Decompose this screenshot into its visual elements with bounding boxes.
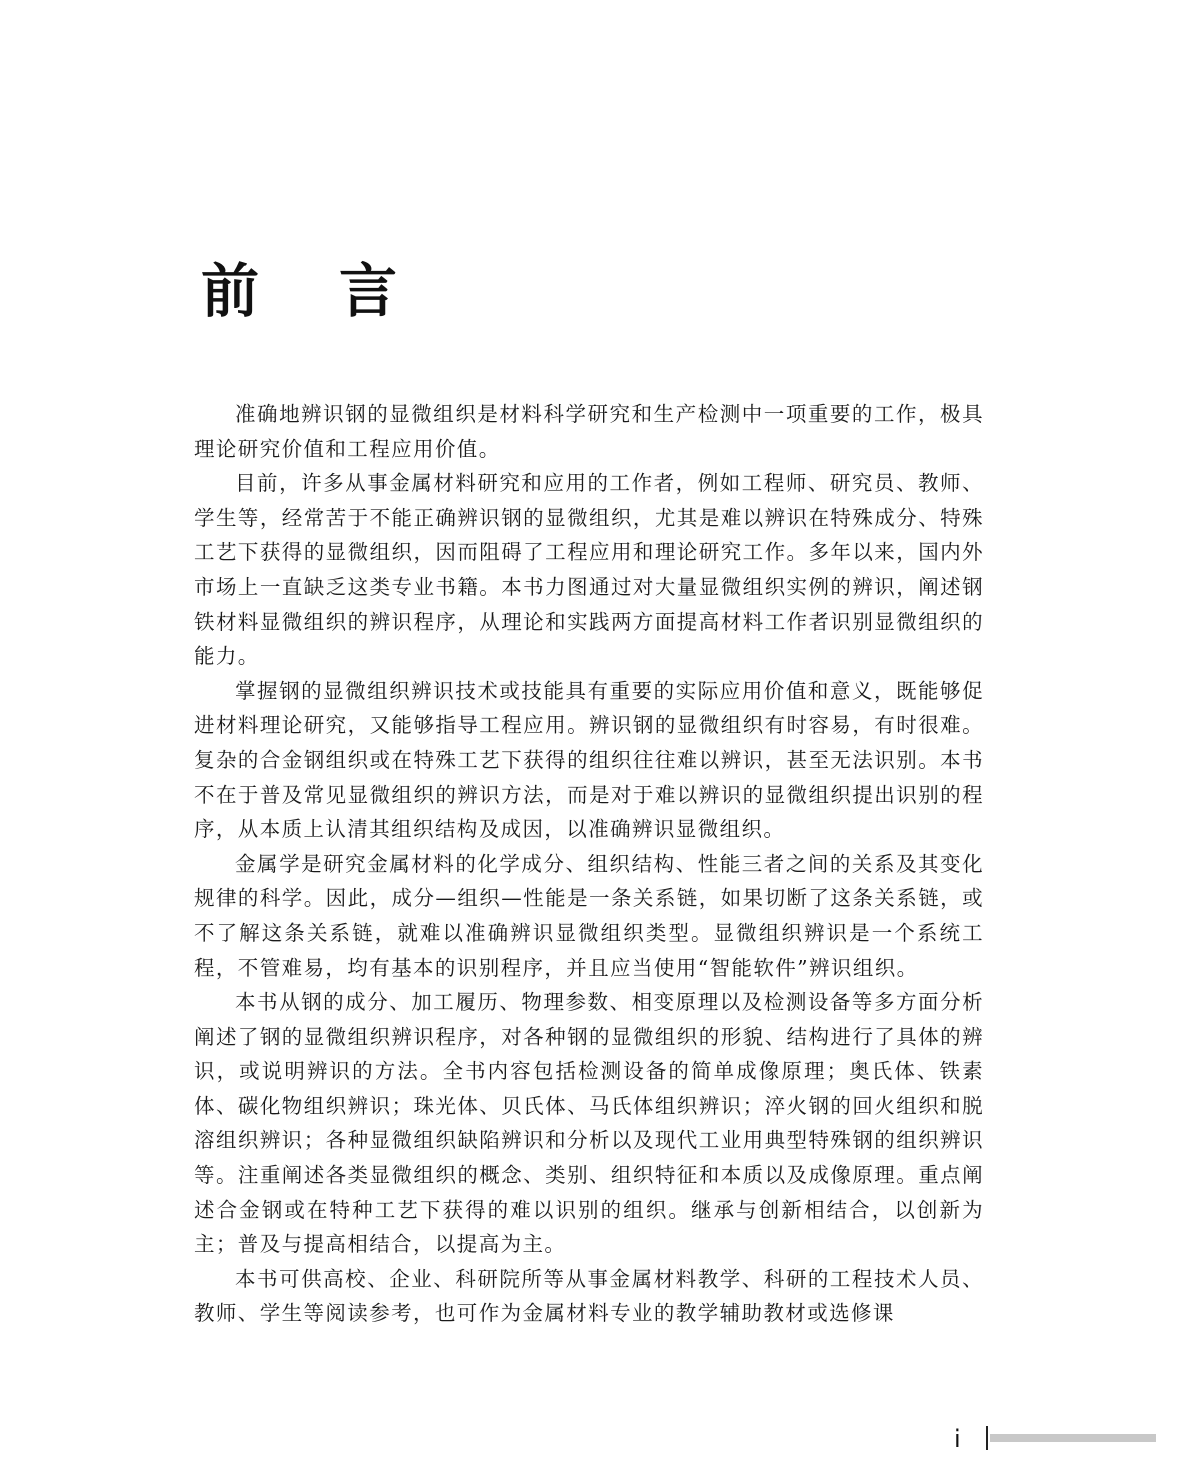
paragraph: 金属学是研究金属材料的化学成分、组织结构、性能三者之间的关系及其变化规律的科学。因此，成分—组织—性能是一条关系链，如果切断了这条关系链，或不了解这条关系链，就难以准确辨识显微组织类型。显微组织辨识是一个系统工程，不管难易，均有基本的识别程序，并且应当使用“智能软件”辨识组织。 xyxy=(194,851,984,980)
paragraph: 本书可供高校、企业、科研院所等从事金属材料教学、科研的工程技术人员、教师、学生等阅读参考，也可作为金属材料专业的教学辅助教材或选修课 xyxy=(194,1266,984,1326)
footer-divider xyxy=(986,1426,988,1450)
page-number: i xyxy=(954,1425,961,1453)
paragraph: 本书从钢的成分、加工履历、物理参数、相变原理以及检测设备等多方面分析阐述了钢的显微组织辨识程序，对各种钢的显微组织的形貌、结构进行了具体的辨识，或说明辨识的方法。全书内容包括检测设备的简单成像原理；奥氏体、铁素体、碳化物组织辨识；珠光体、贝氏体、马氏体组织辨识；淬火钢的回火组织和脱溶组织辨识；各种显微组织缺陷辨识和分析以及现代工业用典型特殊钢的组织辨识等。注重阐述各类显微组织的概念、类别、组织特征和本质以及成像原理。重点阐述合金钢或在特种工艺下获得的难以识别的组织。继承与创新相结合，以创新为主；普及与提高相结合，以提高为主。 xyxy=(194,990,984,1257)
footer-bar xyxy=(990,1434,1156,1442)
page-footer xyxy=(950,1422,1160,1456)
paragraph: 掌握钢的显微组织辨识技术或技能具有重要的实际应用价值和意义，既能够促进材料理论研究，又能够指导工程应用。辨识钢的显微组织有时容易，有时很难。复杂的合金钢组织或在特殊工艺下获得的组织往往难以辨识，甚至无法识别。本书不在于普及常见显微组织的辨识方法，而是对于难以辨识的显微组织提出识别的程序，从本质上认清其组织结构及成因，以准确辨识显微组织。 xyxy=(194,678,984,842)
page-title: 前言 xyxy=(201,257,478,325)
paragraph: 目前，许多从事金属材料研究和应用的工作者，例如工程师、研究员、教师、学生等，经常苦于不能正确辨识钢的显微组织，尤其是难以辨识在特殊成分、特殊工艺下获得的显微组织，因而阻碍了工程应用和理论研究工作。多年以来，国内外市场上一直缺乏这类专业书籍。本书力图通过对大量显微组织实例的辨识，阐述钢铁材料显微组织的辨识程序，从理论和实践两方面提高材料工作者识别显微组织的能力。 xyxy=(194,471,984,669)
body-text xyxy=(194,397,984,1331)
paragraph: 准确地辨识钢的显微组织是材料科学研究和生产检测中一项重要的工作，极具理论研究价值和工程应用价值。 xyxy=(194,402,984,461)
